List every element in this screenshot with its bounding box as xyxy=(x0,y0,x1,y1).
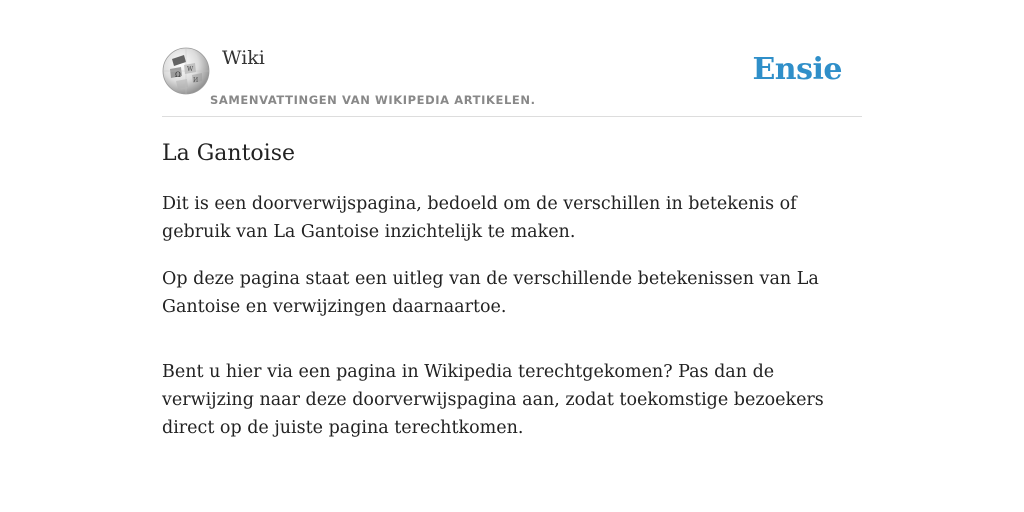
page-title: La Gantoise xyxy=(162,141,296,166)
article-paragraph: Op deze pagina staat een uitleg van de verschillende betekenissen van La Gantoise en verwijzingen daarnaartoe. xyxy=(162,269,819,317)
svg-text:И: И xyxy=(193,77,199,84)
site-header xyxy=(162,40,862,117)
wikipedia-globe-icon[interactable] xyxy=(162,47,210,95)
article-content xyxy=(162,136,862,461)
svg-text:Ω: Ω xyxy=(175,71,181,79)
ensie-brand-link[interactable]: Ensie xyxy=(752,52,842,87)
site-tagline: SAMENVATTINGEN VAN WIKIPEDIA ARTIKELEN. xyxy=(210,93,536,107)
site-name[interactable]: Wiki xyxy=(222,47,265,69)
article-paragraph: Bent u hier via een pagina in Wikipedia terechtgekomen? Pas dan de verwijzing naar deze doorverwijspagina aan, zodat toekomstige bezoekers direct op de juiste pagina terechtkomen. xyxy=(162,362,824,438)
svg-text:W: W xyxy=(187,66,194,73)
article-paragraph: Dit is een doorverwijspagina, bedoeld om de verschillen in betekenis of gebruik van La Gantoise inzichtelijk te maken. xyxy=(162,194,797,242)
